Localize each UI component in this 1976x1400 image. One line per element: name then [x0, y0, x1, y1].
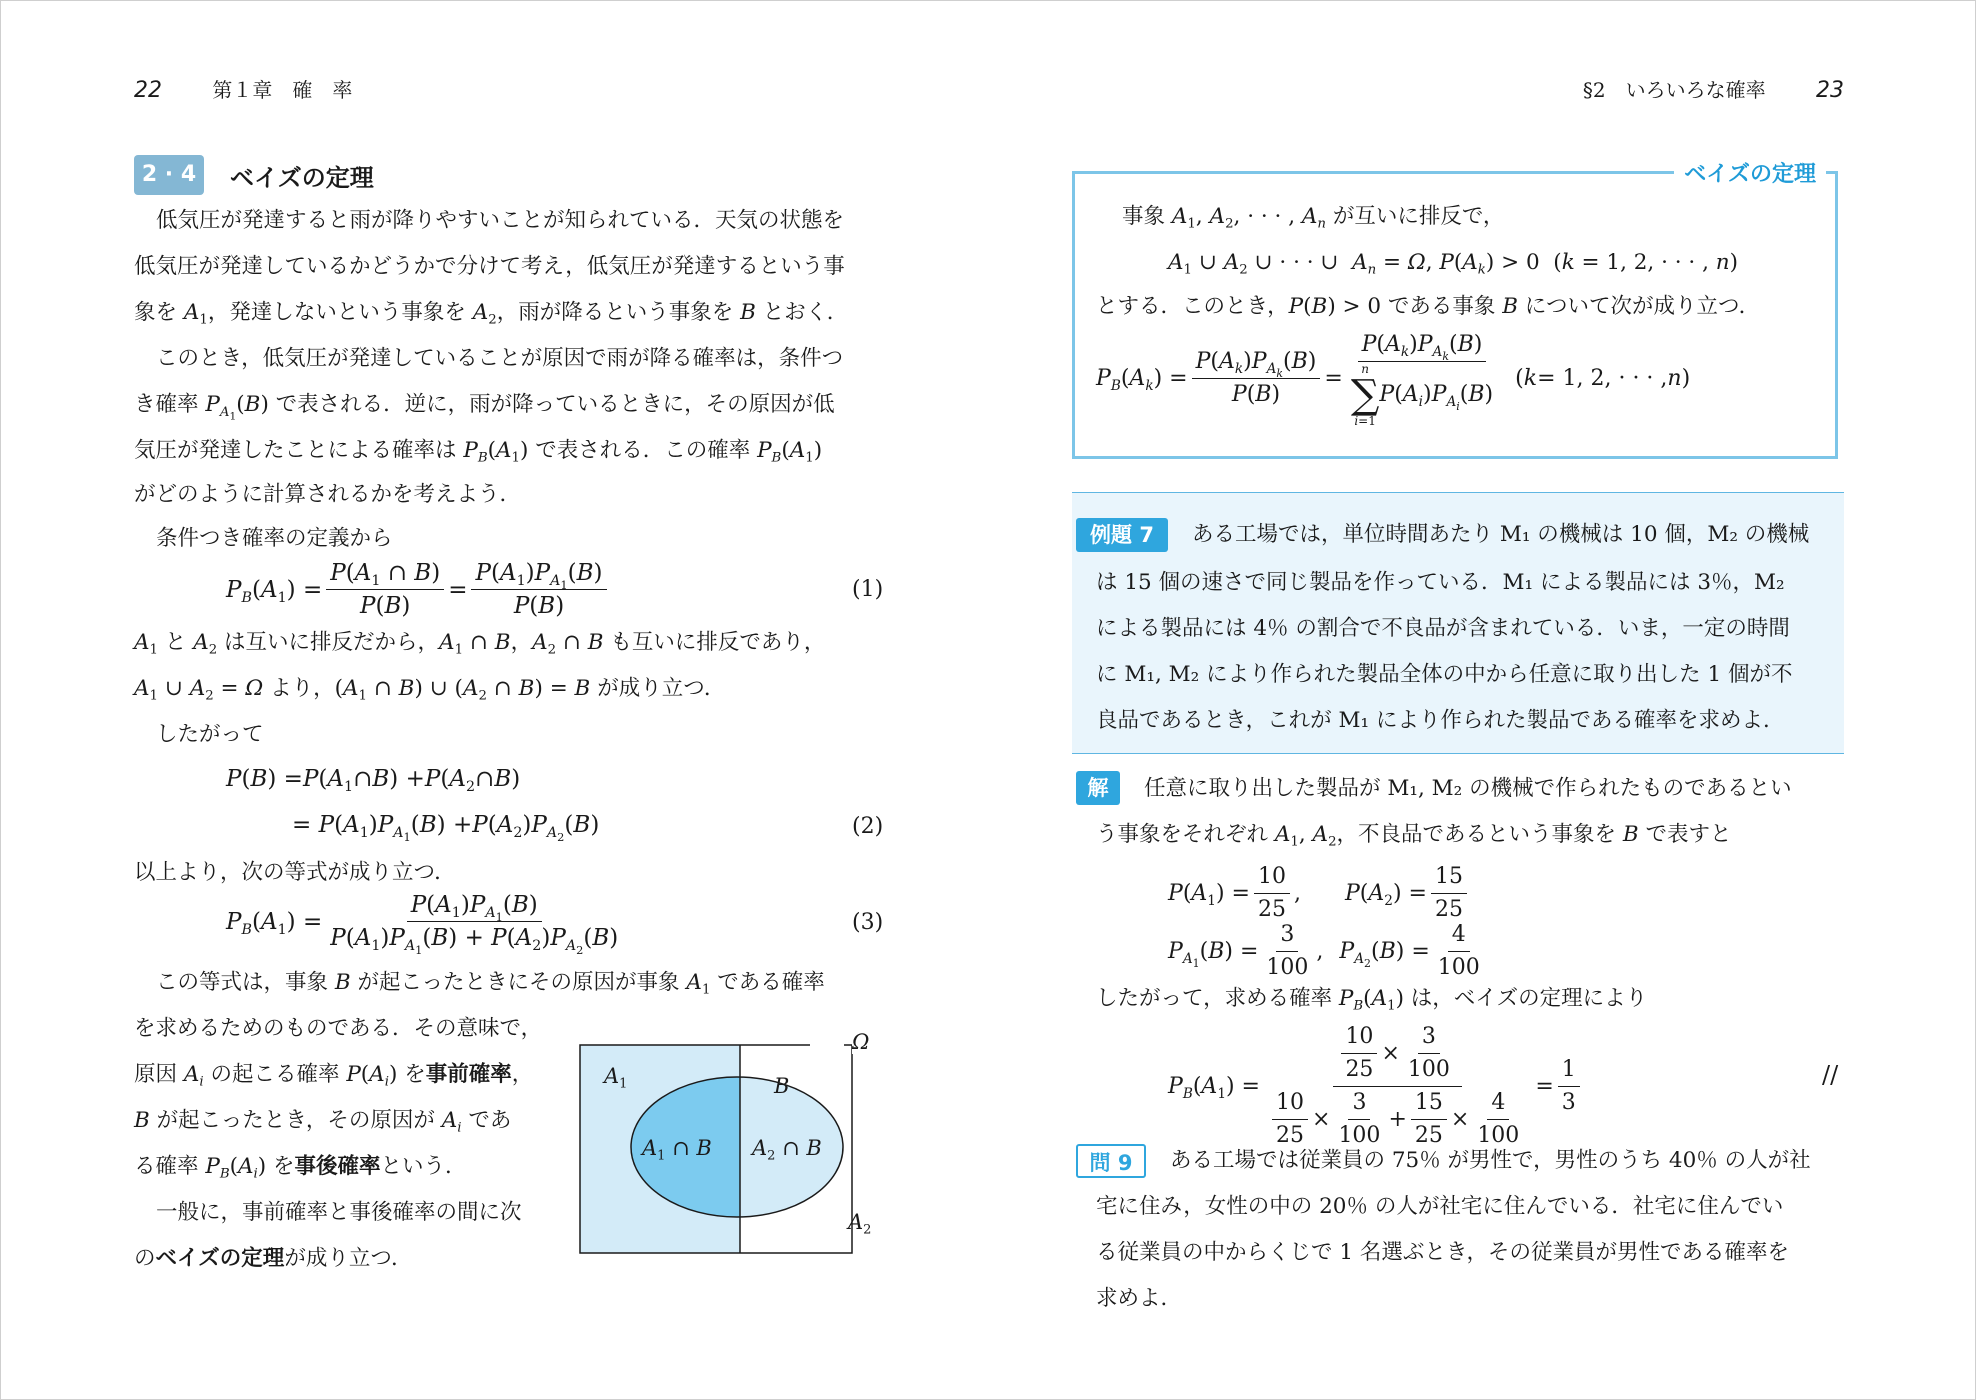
para2-line4: がどのように計算されるかを考えよう．	[134, 482, 522, 507]
equation-1-number: (1)	[852, 577, 884, 602]
right-header	[1583, 74, 1844, 103]
venn-a1-label: $A_1$	[604, 1064, 628, 1092]
theorem-line1: 事象 $A_1$, $A_2$, · · · , $A_n$ が互いに排反で，	[1122, 204, 1505, 232]
equation-2-line1: P ( B ) = P ( $A_1$ ∩ B ) + P ( $A_2$ ∩ B )	[226, 766, 521, 795]
para2-line3: 気圧が発達したことによる確率は $P_B(A_1)$ で表される．この確率 $P_B(A_1)$	[134, 438, 823, 466]
para7-line5: る確率 $P_B(A_i)$ を事後確率という．	[134, 1154, 467, 1182]
para2-line2: き確率 $P_{A_1}(B)$ で表される．逆に，雨が降っているときに，その原因が低	[134, 392, 835, 423]
para2-line1: このとき，低気圧が発達していることが原因で雨が降る確率は，条件つ	[156, 346, 844, 371]
solution-eq-result: $P_B$ ( $A_1$ ) = $\frac{10}{25}$ × $\frac{3}{100}$ $\frac{10}{25}$ × $\frac{3}{100}$ + $\frac{15}{25}$ × $\frac{4}{100}$ = $\frac{1}{3}$	[1168, 1022, 1584, 1151]
theorem-line2: $A_1$ ∪ $A_2$ ∪ · · · ∪ $A_n = \Omega$, $P(A_k) > 0$ (k = 1, 2, · · · , n)	[1168, 250, 1739, 278]
example-line4: に M₁, M₂ により作られた製品全体の中から任意に取り出した 1 個が不	[1096, 662, 1793, 687]
left-header	[134, 74, 352, 103]
problem-line2: 宅に住み，女性の中の 20％ の人が社宅に住んでいる．社宅に住んでい	[1096, 1194, 1784, 1219]
problem-line1: ある工場では従業員の 75％ が男性で，男性のうち 40％ の人が社	[1170, 1148, 1811, 1173]
equation-2-line2: = P ( $A_1$ ) $P_{A_1}$ ( B ) + P ( $A_2$ ) $P_{A_2}$ ( B )	[292, 812, 600, 844]
left-page	[134, 0, 904, 1400]
para5-line1: したがって	[156, 722, 264, 747]
right-page	[1072, 0, 1844, 1400]
theorem-label: ベイズの定理	[1674, 157, 1826, 188]
chapter-title: 第１章 確 率	[212, 78, 353, 102]
problem-badge: 問 9	[1076, 1144, 1146, 1178]
para1-line1: 低気圧が発達すると雨が降りやすいことが知られている．天気の状態を	[156, 208, 845, 233]
solution-line1: 任意に取り出した製品が M₁, M₂ の機械で作られたものであるとい	[1144, 776, 1792, 801]
venn-omega-label: Ω	[852, 1030, 870, 1054]
venn-a2-label: $A_2$	[848, 1210, 872, 1238]
para4-line1: $A_1$ と $A_2$ は互いに排反だから，$A_1$ ∩ B，$A_2$ ∩ B も互いに排反であり，	[134, 630, 826, 658]
example-badge: 例題 7	[1076, 518, 1168, 552]
example-line3: による製品には 4％ の割合で不良品が含まれている．いま，一定の時間	[1096, 616, 1790, 641]
solution-badge: 解	[1076, 771, 1120, 805]
example-line1: ある工場では，単位時間あたり M₁ の機械は 10 個，M₂ の機械	[1192, 522, 1810, 547]
right-page-number: 23	[1816, 78, 1844, 103]
venn-a1b-label: $A_1$ ∩ B	[642, 1136, 712, 1164]
bayes-formula: $P_B$ ( $A_k$ ) = $\frac{P(A_k)P_{A_k}(B)}{P(B)}$ = $P(A_k)P_{A_k}(B)$ n ∑ i=1 P ( $A_i$ ) $P_{A_i}$ ( B ) ( k = 1, 2, · · · , n )	[1096, 332, 1691, 428]
equation-2-number: (2)	[852, 814, 884, 839]
para4-line2: $A_1$ ∪ $A_2 = \Omega$ より，($A_1$ ∩ B) ∪ ($A_2$ ∩ B) = B が成り立つ．	[134, 676, 726, 704]
para6-line1: 以上より，次の等式が成り立つ．	[134, 860, 456, 885]
problem-line3: る従業員の中からくじで 1 名選ぶとき，その従業員が男性である確率を	[1096, 1240, 1789, 1265]
venn-b-label: B	[774, 1074, 790, 1098]
theorem-line3: とする．このとき，P(B) > 0 である事象 B について次が成り立つ．	[1096, 294, 1761, 319]
problem-line4: 求めよ．	[1096, 1286, 1183, 1311]
para1-line2: 低気圧が発達しているかどうかで分けて考え，低気圧が発達するという事	[134, 254, 845, 279]
section-title: ベイズの定理	[230, 164, 374, 192]
solution-eq-likelihoods: $P_{A_1}$ ( B ) = $\frac{3}{100}$ , $P_{A_2}$ ( B ) = $\frac{4}{100}$	[1168, 922, 1480, 980]
right-section-title: §2 いろいろな確率	[1582, 78, 1766, 102]
para1-line3: 象を $A_1$，発達しないという事象を $A_2$，雨が降るという事象を B とおく．	[134, 300, 849, 328]
para7-line3: 原因 $A_i$ の起こる確率 $P(A_i)$ を事前確率，	[134, 1062, 534, 1090]
example-line5: 良品であるとき，これが M₁ により作られた製品である確率を求めよ．	[1096, 708, 1785, 733]
equation-1: $P_B$ ( $A_1$ ) = $\frac{P(A_1 \cap B)}{P(B)}$ = $\frac{P(A_1)P_{A_1}(B)}{P(B)}$	[226, 558, 611, 621]
solution-eq-priors: P ( $A_1$ ) = $\frac{10}{25}$ , P ( $A_2$ ) = $\frac{15}{25}$	[1168, 862, 1471, 925]
para3-line1: 条件つき確率の定義から	[156, 526, 393, 551]
para7-line2: を求めるためのものである．その意味で，	[134, 1016, 543, 1041]
para7-line4: B が起こったとき，その原因が $A_i$ であ	[134, 1108, 512, 1136]
qed-mark: //	[1822, 1061, 1839, 1089]
venn-a2b-label: $A_2$ ∩ B	[752, 1136, 822, 1164]
equation-3: $P_B$ ( $A_1$ ) = $\frac{P(A_1)P_{A_1}(B)}{P(A_1)P_{A_1}(B) + P(A_2)P_{A_2}(B)}$	[226, 892, 619, 957]
solution-line2: う事象をそれぞれ $A_1$, $A_2$，不良品であるという事象を B で表すと	[1096, 822, 1732, 850]
section-number-badge: 2 · 4	[134, 155, 204, 195]
para8-line1: 一般に，事前確率と事後確率の間に次	[156, 1200, 522, 1225]
solution-line3: したがって，求める確率 $P_B(A_1)$ は，ベイズの定理により	[1096, 986, 1648, 1014]
example-line2: は 15 個の速さで同じ製品を作っている．M₁ による製品には 3％，M₂	[1096, 570, 1785, 595]
para8-line2: のベイズの定理が成り立つ．	[134, 1246, 413, 1271]
left-page-number: 22	[134, 78, 162, 103]
para7-line1: この等式は，事象 B が起こったときにその原因が事象 $A_1$ である確率	[156, 970, 825, 998]
equation-3-number: (3)	[852, 910, 884, 935]
